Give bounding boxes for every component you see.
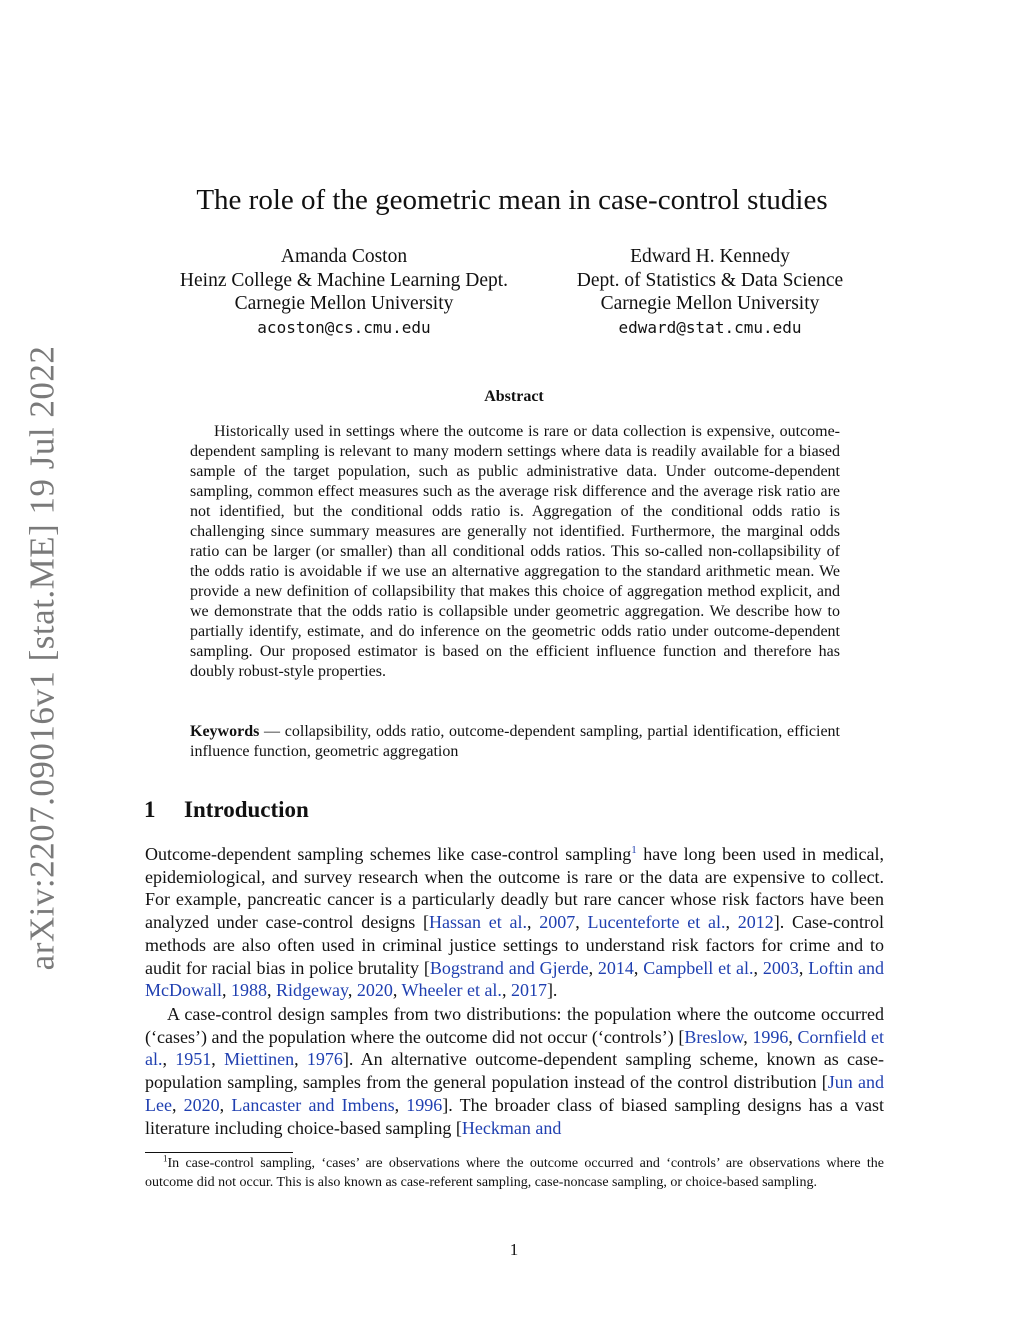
text-run: , xyxy=(392,980,402,1001)
paper-title: The role of the geometric mean in case-control studies xyxy=(196,184,828,216)
text-run: ]. The broader class of biased sampling designs has a vast literature including choice-based sampling [ xyxy=(145,1094,884,1138)
author-email: edward@stat.cmu.edu xyxy=(618,317,802,337)
section-title: Introduction xyxy=(184,797,309,822)
citation-link[interactable]: Jun and Lee xyxy=(145,1072,884,1115)
text-run: , xyxy=(211,1049,225,1070)
footnote-text: In case-control sampling, ‘cases’ are observations where the outcome occurred and ‘controls’ are observations where the outcome did not occur. This is also known as case-referent sampling, case-noncase sampling, or choice-based sampling. xyxy=(145,1156,884,1190)
intro-paragraph-2 xyxy=(145,1003,884,1139)
text-run: , xyxy=(575,912,588,933)
abstract-heading: Abstract xyxy=(484,388,544,405)
citation-link[interactable]: Hassan et al. xyxy=(428,912,527,933)
text-run: , xyxy=(294,1049,307,1070)
section-number: 1 xyxy=(144,797,156,822)
text-run: ]. An alternative outcome-dependent sampling scheme, known as case-population sampling, samples from the general population instead of the control distribution [ xyxy=(145,1049,885,1093)
citation-link[interactable]: Cornfield et al. xyxy=(145,1026,885,1070)
author-block-2 xyxy=(538,245,882,339)
author-institution: Carnegie Mellon University xyxy=(234,293,454,314)
section-heading xyxy=(144,797,309,823)
citation-link[interactable]: 1996 xyxy=(406,1094,443,1115)
text-run: , xyxy=(219,1094,232,1115)
citation-link[interactable]: 2003 xyxy=(762,957,799,978)
text-run: , xyxy=(347,980,357,1001)
text-run: , xyxy=(501,980,511,1001)
citation-link[interactable]: Campbell et al. xyxy=(643,957,754,978)
text-run: , xyxy=(526,912,540,933)
citation-link[interactable]: Miettinen xyxy=(224,1049,295,1070)
author-name: Amanda Coston xyxy=(280,246,408,267)
citation-link[interactable]: 2017 xyxy=(510,980,547,1001)
author-name: Edward H. Kennedy xyxy=(630,246,790,267)
citation-link[interactable]: 1976 xyxy=(306,1049,343,1070)
author-email: acoston@cs.cmu.edu xyxy=(257,317,431,337)
citation-link[interactable]: 2014 xyxy=(597,957,634,978)
text-run: , xyxy=(221,980,231,1001)
author-affiliation: Dept. of Statistics & Data Science xyxy=(576,269,844,291)
text-run: A case-control design samples from two distributions: the population where the outcome occurred (‘cases’) and the population where the outcome did not occur (‘controls’) [ xyxy=(145,1004,884,1047)
keywords-text: collapsibility, odds ratio, outcome-dependent sampling, partial identification, efficient influence function, geometric aggregation xyxy=(190,723,840,760)
footnote xyxy=(145,1155,884,1192)
citation-link[interactable]: Bogstrand and Gjerde xyxy=(429,957,589,978)
arxiv-sidebar xyxy=(22,345,62,971)
intro-paragraph-1 xyxy=(145,843,884,1002)
text-run: , xyxy=(743,1026,753,1047)
keywords-separator: — xyxy=(259,723,285,740)
citation-link[interactable]: Breslow xyxy=(684,1026,744,1047)
citation-link[interactable]: 2007 xyxy=(539,912,576,933)
text-run: Outcome-dependent sampling schemes like case-control sampling xyxy=(145,844,632,864)
text-run: , xyxy=(798,957,809,978)
citation-link[interactable]: Wheeler et al. xyxy=(401,980,502,1001)
author-institution: Carnegie Mellon University xyxy=(600,293,820,314)
page-number: 1 xyxy=(509,1240,519,1259)
text-run: , xyxy=(171,1094,184,1115)
citation-link[interactable]: Loftin and McDowall xyxy=(145,957,885,1001)
author-affiliation: Heinz College & Machine Learning Dept. xyxy=(179,269,509,291)
arxiv-identifier: arXiv:2207.09016v1 [stat.ME] 19 Jul 2022 xyxy=(22,345,61,971)
text-run: , xyxy=(266,980,276,1001)
abstract-text: Historically used in settings where the outcome is rare or data collection is expensive, outcome-dependent sampling is relevant to many modern settings where data is readily available for a biased sample of the target population, such as public administrative data. Under outcome-dependent sampling, common effect measures such as the average risk difference and the average risk ratio are not identified, but the conditional odds ratio is. Aggregation of the conditional odds ratio is challenging since summary measures are generally not identified. Furthermore, the marginal odds ratio can be larger (or smaller) than all conditional odds ratios. This so-called non-collapsibility of the odds ratio is avoidable if we use an alternative aggregation to the standard arithmetic mean. We provide a new definition of collapsibility that makes this choice of aggregation method explicit, and we demonstrate that the odds ratio is collapsible under geometric aggregation. We describe how to partially identify, estimate, and do inference on the geometric odds ratio under outcome-dependent sampling. Our proposed estimator is based on the efficient influence function and therefore has doubly robust-style properties. xyxy=(190,423,840,680)
text-run: , xyxy=(753,957,763,978)
text-run: , xyxy=(788,1026,798,1047)
citation-link[interactable]: Ridgeway xyxy=(275,980,348,1001)
citation-link[interactable]: 1988 xyxy=(230,980,267,1001)
text-run: , xyxy=(162,1049,176,1070)
text-run: , xyxy=(394,1094,407,1115)
citation-link[interactable]: 2020 xyxy=(356,980,393,1001)
citation-link[interactable]: 1996 xyxy=(752,1026,789,1047)
citation-link[interactable]: 2020 xyxy=(183,1094,220,1115)
text-run: ]. xyxy=(546,980,558,1001)
text-run: , xyxy=(633,957,644,978)
keywords-label: Keywords xyxy=(190,723,260,740)
citation-link[interactable]: 1951 xyxy=(175,1049,212,1070)
keywords xyxy=(190,722,840,762)
text-run: ]. Case-control methods are also often used in criminal justice settings to understand risk factors for crime and to audit for racial bias in police brutality [ xyxy=(145,912,885,978)
author-block-1 xyxy=(144,245,544,339)
text-run: , xyxy=(588,957,598,978)
citation-link[interactable]: Lucenteforte et al. xyxy=(587,912,726,933)
citation-link[interactable]: Heckman and xyxy=(461,1117,562,1138)
text-run: have long been used in medical, epidemiological, and survey research when the outcome is rare or the data are expensive to collect. For example, pancreatic cancer is a particularly deadly but rare cancer whose risk factors have been analyzed under case-control designs [ xyxy=(145,844,884,933)
footnote-marker: 1 xyxy=(163,1153,168,1164)
citation-link[interactable]: Lancaster and Imbens xyxy=(231,1094,395,1115)
footnote-reference[interactable]: 1 xyxy=(631,844,637,856)
text-run: , xyxy=(725,912,738,933)
citation-link[interactable]: 2012 xyxy=(737,912,774,933)
